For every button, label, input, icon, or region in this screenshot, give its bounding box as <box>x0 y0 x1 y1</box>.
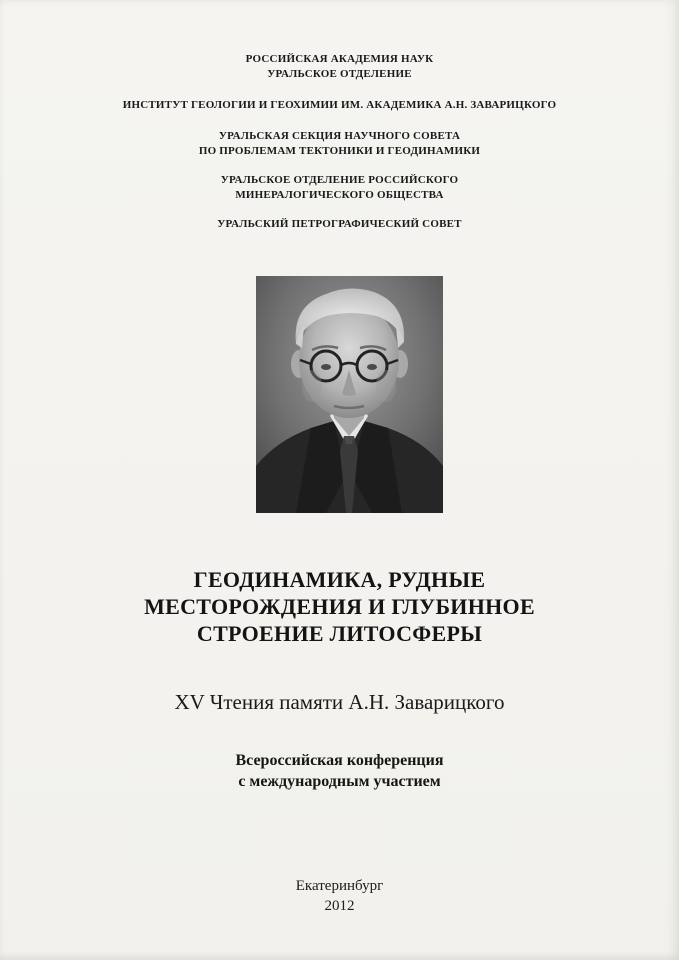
org-ras-ural <box>0 52 679 82</box>
org-line: ПО ПРОБЛЕМАМ ТЕКТОНИКИ И ГЕОДИНАМИКИ <box>198 145 481 157</box>
org-line: УРАЛЬСКОЕ ОТДЕЛЕНИЕ РОССИЙСКОГО <box>220 174 459 186</box>
org-line: МИНЕРАЛОГИЧЕСКОГО ОБЩЕСТВА <box>235 189 444 201</box>
imprint <box>0 876 679 916</box>
organizations-list <box>0 52 679 248</box>
portrait-illustration <box>256 276 443 513</box>
org-line: ИНСТИТУТ ГЕОЛОГИИ И ГЕОХИМИИ ИМ. АКАДЕМИКА А.Н. ЗАВАРИЦКОГО <box>122 99 557 111</box>
title-line: ГЕОДИНАМИКА, РУДНЫЕ <box>193 567 486 592</box>
org-line: УРАЛЬСКАЯ СЕКЦИЯ НАУЧНОГО СОВЕТА <box>218 130 461 142</box>
publication-year: 2012 <box>324 898 355 914</box>
org-line: УРАЛЬСКИЙ ПЕТРОГРАФИЧЕСКИЙ СОВЕТ <box>217 218 462 230</box>
title-line: МЕСТОРОЖДЕНИЯ И ГЛУБИННОЕ <box>144 594 535 619</box>
conference-description <box>0 750 679 792</box>
portrait-photo <box>256 276 443 513</box>
conference-line: Всероссийская конференция <box>235 752 444 769</box>
book-subtitle: XV Чтения памяти А.Н. Заварицкого <box>174 690 505 714</box>
title-line: СТРОЕНИЕ ЛИТОСФЕРЫ <box>196 621 483 646</box>
org-petrographic-council <box>0 217 679 232</box>
org-line: РОССИЙСКАЯ АКАДЕМИЯ НАУК <box>245 53 434 65</box>
book-title <box>0 566 679 647</box>
org-line: УРАЛЬСКОЕ ОТДЕЛЕНИЕ <box>267 68 412 80</box>
conference-line: с международным участием <box>238 773 441 790</box>
org-mineralogical-society <box>0 173 679 203</box>
org-institute <box>0 98 679 113</box>
org-tectonics-section <box>0 129 679 159</box>
publication-city: Екатеринбург <box>295 878 384 894</box>
